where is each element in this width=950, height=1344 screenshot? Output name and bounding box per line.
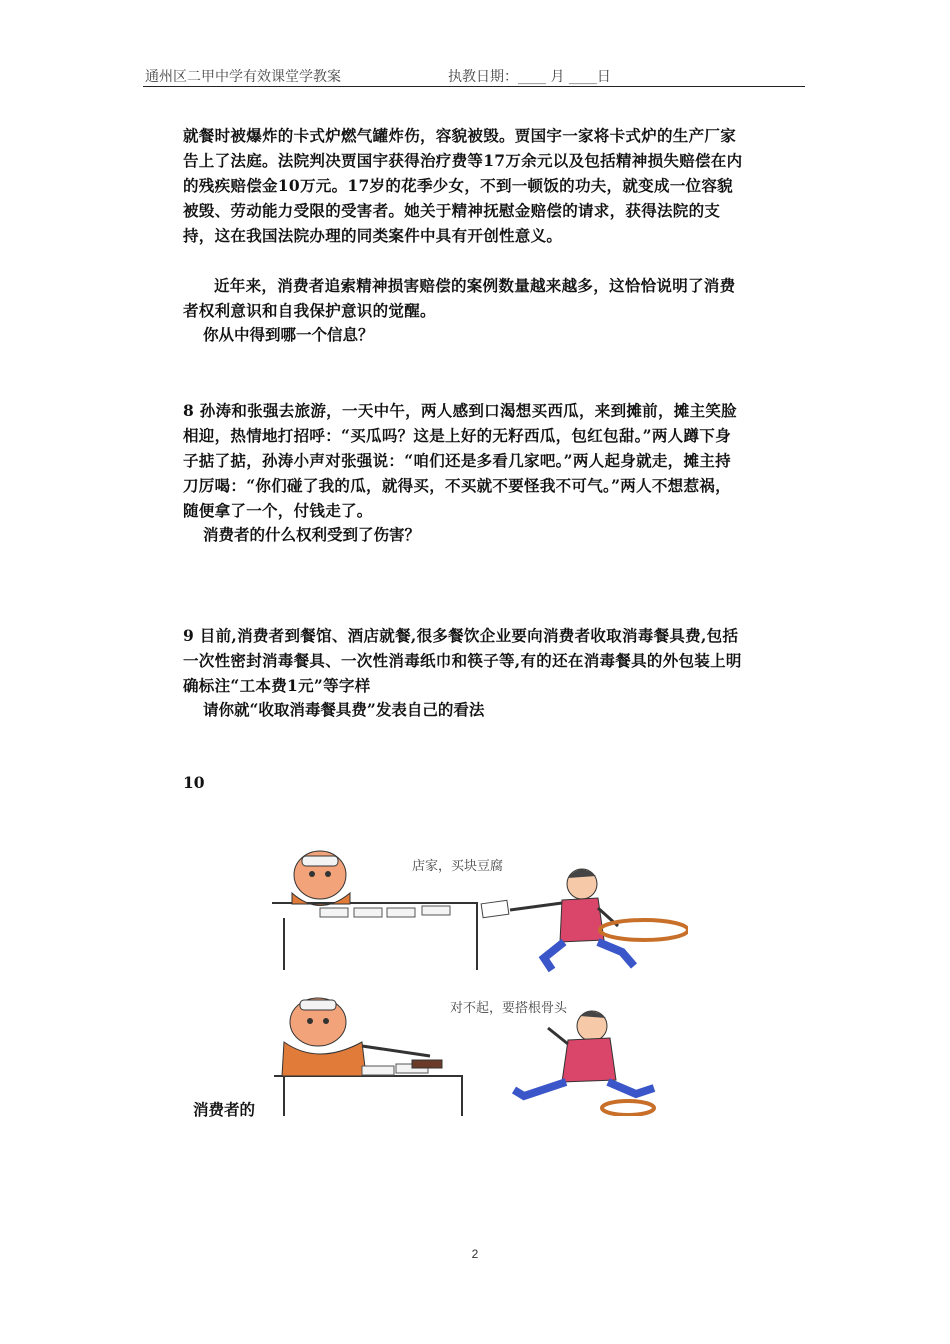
teaching-date-label: 执教日期：____ 月 ____日 bbox=[448, 69, 611, 85]
item9-text: 9 目前,消费者到餐馆、酒店就餐,很多餐饮企业要向消费者收取消毒餐具费,包括一次性密封消毒餐具、一次性消毒纸巾和筷子等,有的还在消毒餐具的外包装上明确标注“工本费1元”等字样 bbox=[183, 626, 742, 695]
comic-panel-bottom bbox=[262, 984, 688, 1116]
page-number: 2 bbox=[471, 1247, 479, 1261]
item9-question: 请你就“收取消毒餐具费”发表自己的看法 bbox=[203, 700, 485, 719]
passage7-question: 你从中得到哪一个信息？ bbox=[203, 325, 374, 344]
school-title: 通州区二甲中学有效课堂学教案 bbox=[145, 69, 341, 85]
comic-caption: 消费者的 bbox=[193, 1100, 256, 1119]
comic-illustration bbox=[262, 848, 688, 1116]
item8-text: 8 孙涛和张强去旅游，一天中午，两人感到口渴想买西瓜，来到摊前，摊主笑脸相迎，热情地打招呼：“买瓜吗？这是上好的无籽西瓜，包红包甜。”两人蹲下身子掂了掂，孙涛小声对张强说：“咱们还是多看几家吧。”两人起身就走，摊主持刀厉喝：“你们碰了我的瓜，就得买，不买就不要怪我不可气。”两人不想惹祸，随便拿了一个，付钱走了。 bbox=[183, 401, 737, 520]
comic-bubble-top: 店家，买块豆腐 bbox=[412, 859, 504, 874]
passage7-paragraph2: 近年来，消费者追索精神损害赔偿的案例数量越来越多，这恰恰说明了消费者权利意识和自我保护意识的觉醒。 bbox=[183, 276, 736, 320]
comic-bubble-bottom: 对不起，要搭根骨头 bbox=[450, 1001, 568, 1016]
comic-panel-top bbox=[262, 848, 688, 980]
item8-question: 消费者的什么权利受到了伤害？ bbox=[203, 525, 421, 544]
item10-number: 10 bbox=[183, 773, 205, 792]
passage7-paragraph1: 就餐时被爆炸的卡式炉燃气罐炸伤，容貌被毁。贾国宇一家将卡式炉的生产厂家告上了法庭。法院判决贾国宇获得治疗费等17万余元以及包括精神损失赔偿在内的残疾赔偿金10万元。17岁的花季少女，不到一顿饭的功夫，就变成一位容貌被毁、劳动能力受限的受害者。她关于精神抚慰金赔偿的请求，获得法院的支持，这在我国法院办理的同类案件中具有开创性意义。 bbox=[183, 126, 743, 245]
page-header bbox=[143, 62, 805, 87]
